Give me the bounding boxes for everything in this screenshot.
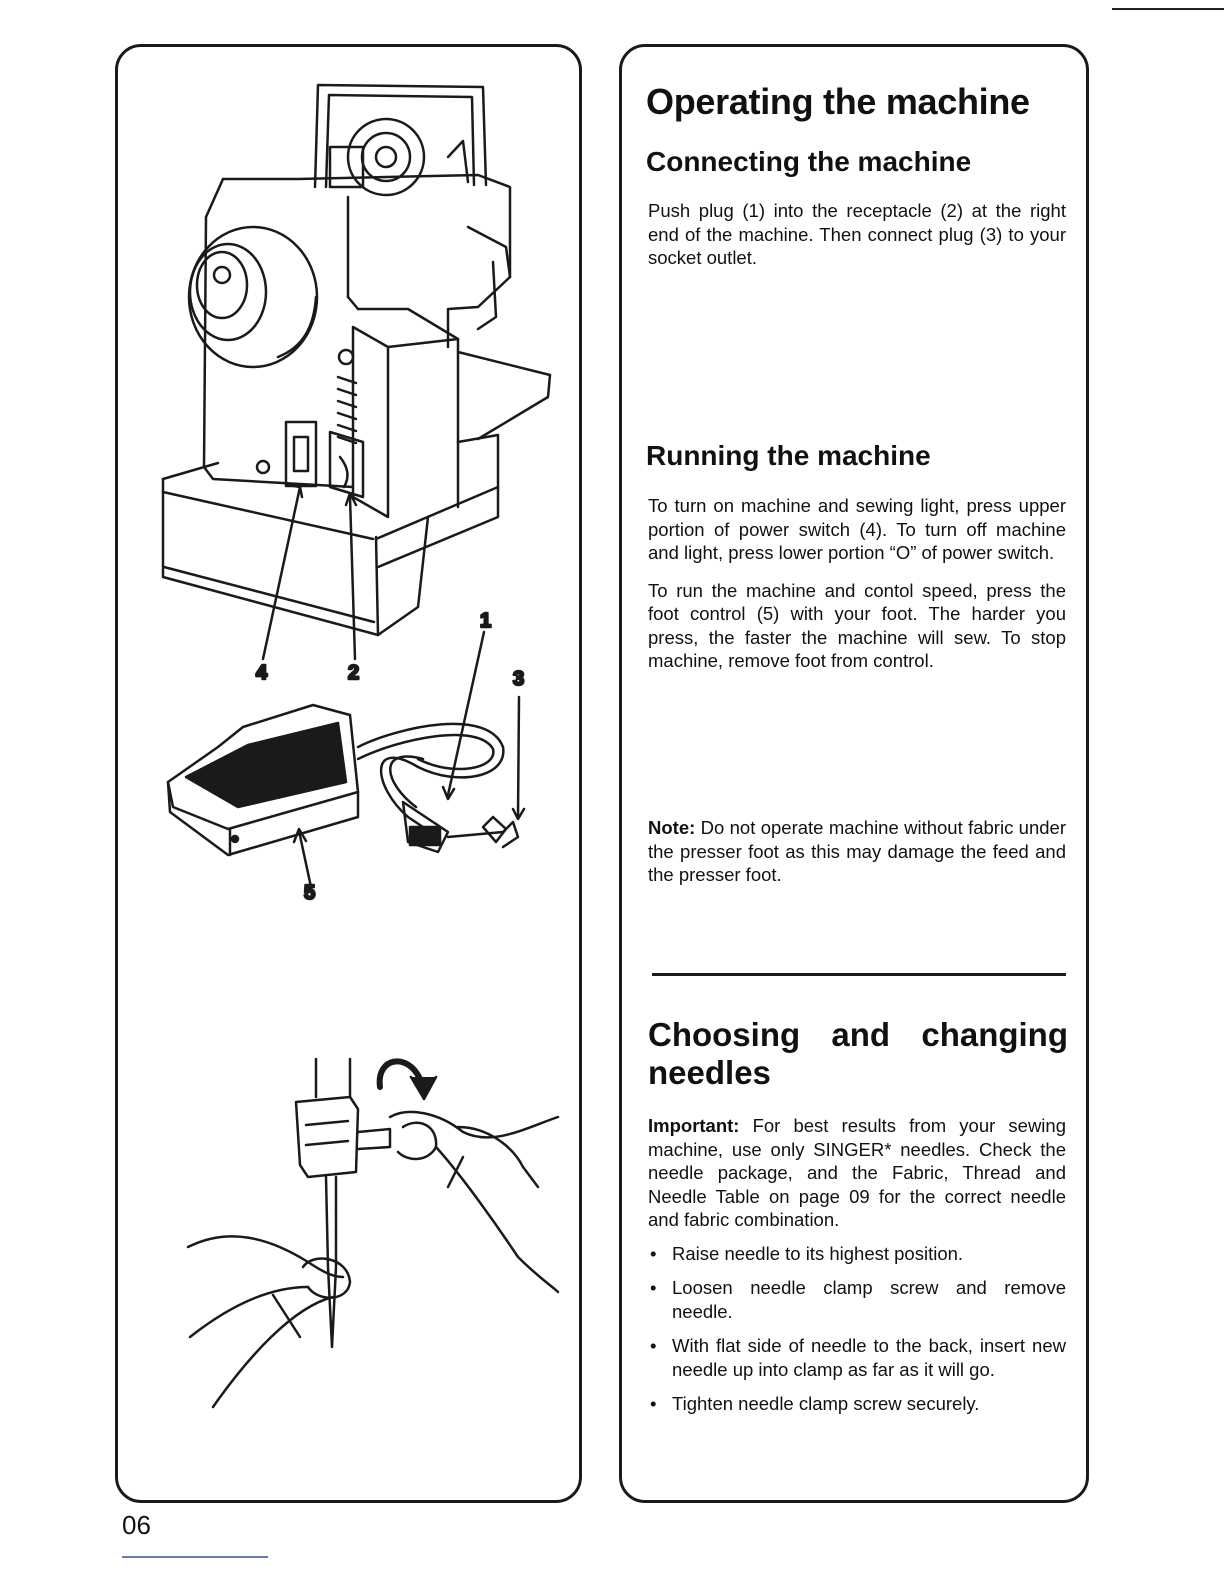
foot-control-drawing (168, 705, 358, 855)
list-item: • Tighten needle clamp screw securely. (650, 1392, 980, 1414)
callout-5: 5 (304, 882, 316, 904)
callout-2: 2 (348, 662, 360, 684)
callout-4: 4 (256, 662, 268, 684)
footer-rule (122, 1556, 268, 1558)
important-label: Important: (648, 1115, 740, 1136)
needles-heading: Choosing and changing needles (648, 1016, 1068, 1091)
section-divider (652, 973, 1066, 976)
illustration-panel (115, 44, 582, 1503)
spool-drawing (330, 119, 468, 195)
callout-1: 1 (480, 610, 492, 632)
page-title: Operating the machine (646, 81, 1030, 122)
instructions-panel (619, 44, 1089, 1503)
note-label: Note: (648, 817, 696, 838)
important-text: For best results from your sewing machine, use only SINGER* needles. Check the needle package, and the Fabric, Thread and Needle Table on page 09 for the correct needle and fabric combination. (648, 1115, 1066, 1230)
connecting-heading: Connecting the machine (646, 146, 972, 177)
running-paragraph-2: To run the machine and contol speed, press the foot control (5) with your foot. The harder you press, the faster the machine will sew. To stop machine, remove foot from control. (648, 579, 1066, 671)
needle-steps-list (648, 1242, 1066, 1416)
connecting-text: Push plug (1) into the receptacle (2) at the right end of the machine. Then connect plug (3) to your socket outlet. (648, 200, 1066, 268)
running-paragraph-1: To turn on machine and sewing light, press upper portion of power switch (4). To turn off machine and light, press lower portion “O” of power switch. (648, 495, 1066, 563)
machine-illustration (118, 47, 585, 1506)
handle-drawing (315, 85, 486, 187)
machine-body-drawing (163, 175, 550, 635)
running-heading: Running the machine (646, 440, 931, 471)
list-item: • With flat side of needle to the back, insert new needle up into clamp as far as it will go. (650, 1334, 1066, 1380)
page-number: 06 (122, 1510, 151, 1540)
cord-drawing (358, 724, 518, 852)
note-paragraph (648, 816, 1066, 887)
list-item: • Loosen needle clamp screw and remove needle. (650, 1276, 1066, 1322)
list-item: • Raise needle to its highest position. (650, 1242, 964, 1264)
important-paragraph (648, 1114, 1066, 1232)
note-text: Do not operate machine without fabric under the presser foot as this may damage the feed and the presser foot. (648, 817, 1066, 885)
needle-change-drawing (188, 1059, 558, 1407)
top-corner-rule (1112, 8, 1224, 10)
callout-3: 3 (513, 668, 525, 690)
